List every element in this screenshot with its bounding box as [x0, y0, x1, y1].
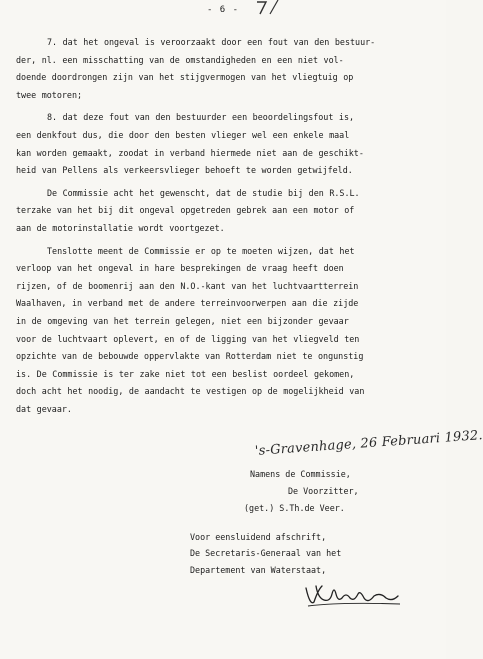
handwritten-page-mark [254, 0, 284, 16]
body-line: terzake van het bij dit ongeval opgetreden gebrek aan een motor of [16, 205, 355, 216]
page-number: - 6 - [206, 5, 240, 15]
body-line: verloop van het ongeval in hare besprekingen de vraag heeft doen [16, 263, 344, 274]
body-line: twee motoren; [16, 89, 83, 100]
handwritten-date [254, 428, 483, 468]
body-line: een denkfout dus, die door den besten vlieger wel een enkele maal [16, 129, 350, 140]
body-line: Waalhaven, in verband met de andere terreinvoorwerpen aan die zijde [16, 298, 359, 309]
conform-line: De Secretaris-Generaal van het [190, 548, 342, 559]
conform-line: Departement van Waterstaat, [190, 564, 327, 575]
body-line: aan de motorinstallatie wordt voortgezet. [16, 222, 225, 233]
body-line: doch acht het noodig, de aandacht te vestigen op de mogelijkheid van [16, 386, 365, 397]
body-line: voor de luchtvaart oplevert, en of de ligging van het vliegveld ten [16, 333, 360, 344]
body-line: 8. dat deze fout van den bestuurder een beoordelingsfout is, [47, 112, 355, 123]
document-body [16, 34, 429, 418]
body-line: kan worden gemaakt, zoodat in verband hiermede niet aan de geschikt- [16, 147, 364, 158]
signature-chairman-label: De Voorzitter, [288, 486, 359, 496]
conform-block [190, 529, 341, 578]
date-text: 's-Gravenhage, 26 Februari 1932. [254, 428, 483, 459]
body-line: in de omgeving van het terrein gelegen, niet een bijzonder gevaar [16, 315, 349, 326]
handwritten-signature [302, 580, 402, 610]
body-line: doende doordrongen zijn van het stijgvermogen van het vliegtuig op [16, 72, 354, 83]
body-line: der, nl. een misschatting van de omstandigheden en een niet vol- [16, 54, 344, 65]
body-line: is. De Commissie is ter zake niet tot een beslist oordeel gekomen, [16, 368, 355, 379]
body-line: 7. dat het ongeval is veroorzaakt door een fout van den bestuur- [47, 37, 376, 47]
body-line: De Commissie acht het gewenscht, dat de studie bij den R.S.L. [47, 187, 360, 198]
body-line: opzichte van de bebouwde oppervlakte van Rotterdam niet te ongunstig [16, 351, 364, 362]
conform-line: Voor eensluidend afschrift, [190, 532, 327, 542]
body-line: rijzen, of de boomenrij aan den N.O.-kant van het luchtvaartterrein [16, 280, 359, 291]
signature-chairman-name: (get.) S.Th.de Veer. [244, 503, 345, 513]
body-line: Tenslotte meent de Commissie er op te moeten wijzen, dat het [47, 245, 355, 256]
body-line: heid van Pellens als verkeersvlieger behoeft te worden getwijfeld. [16, 165, 353, 176]
signature-commission-label: Namens de Commissie, [250, 469, 351, 479]
body-line: dat gevaar. [16, 403, 72, 414]
